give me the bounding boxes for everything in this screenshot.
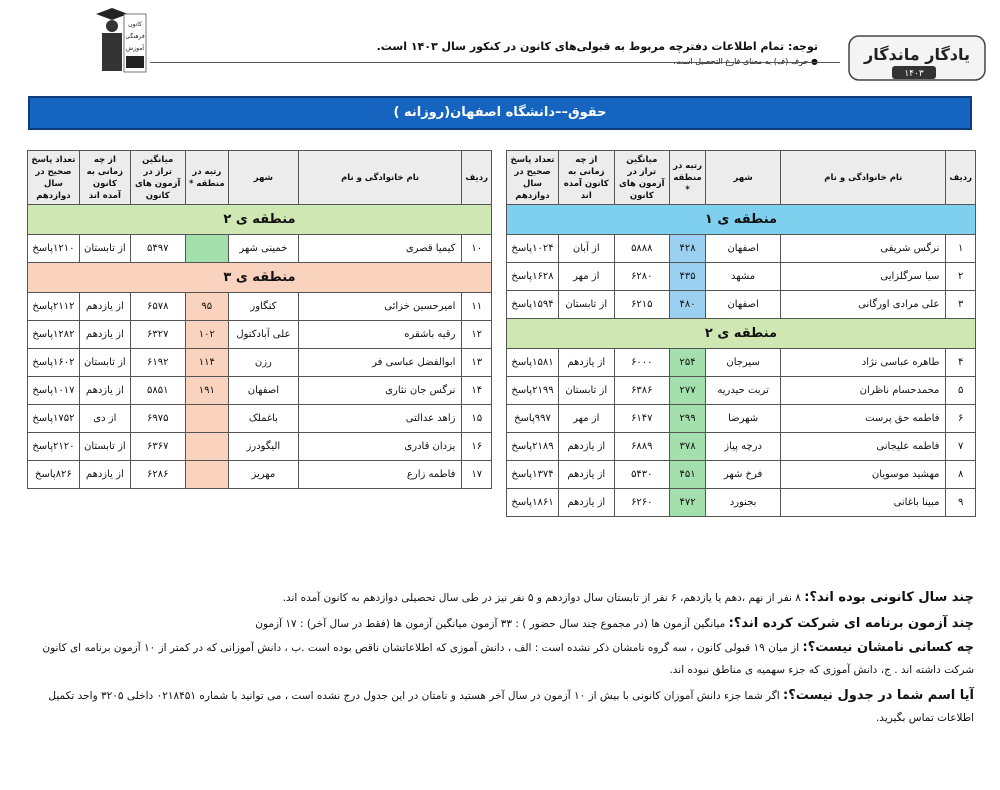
joined-since: از یازدهم [79,321,130,349]
correct-answers: ۹۹۷پاسخ [507,405,559,433]
col-answers: تعداد پاسخ صحیح در سال دوازدهم [507,151,559,205]
student-name: طاهره عباسی نژاد [781,349,946,377]
correct-answers: ۱۶۰۲پاسخ [28,349,80,377]
city: کنگاور [228,293,298,321]
rank: ۴۳۵ [670,263,706,291]
row-number: ۱۴ [462,377,492,405]
student-name: فاطمه حق پرست [781,405,946,433]
city: شهرضا [706,405,781,433]
row-number: ۱۵ [462,405,492,433]
average-score: ۶۳۸۶ [614,377,670,405]
correct-answers: ۲۱۸۹پاسخ [507,433,559,461]
row-number: ۱۰ [462,235,492,263]
rank: ۴۲۸ [670,235,706,263]
table-row [28,321,492,349]
row-number: ۱۶ [462,433,492,461]
col-city: شهر [228,151,298,205]
col-score: میانگین تراز در آزمون های کانون [130,151,185,205]
city: درچه پیاز [706,433,781,461]
row-number: ۶ [946,405,976,433]
average-score: ۶۲۱۵ [614,291,670,319]
col-rank: رتبه در منطقه * [670,151,706,205]
region-row: منطقه ی ۲ [28,205,492,235]
student-name: محمدحسام ناظران [781,377,946,405]
joined-since: از یازدهم [79,377,130,405]
city: اصفهان [706,235,781,263]
average-score: ۵۴۹۷ [130,235,185,263]
joined-since: از مهر [558,263,614,291]
rank: ۴۵۱ [670,461,706,489]
correct-answers: ۲۱۲۰پاسخ [28,433,80,461]
table-row [507,405,976,433]
note-4: آیا اسم شما در جدول نیست؟: اگر شما جزء دانش آموزان کانونی با بیش از ۱۰ آزمون در سال آخر هستید و نامتان در این جدول درج نشده است ، می توانید با شماره ۰۲۱۸۴۵۱ داخلی ۳۲۰۵ واحد تکمیل اطلاعات تماس بگیرید. [48,688,974,724]
joined-since: از دی [79,405,130,433]
svg-text:یادگار ماندگار: یادگار ماندگار [863,45,971,64]
student-name: فاطمه زارع [298,461,462,489]
student-name: امیرحسین خزائی [298,293,462,321]
results-table-left [27,150,492,489]
table-row [28,235,492,263]
joined-since: از تابستان [79,433,130,461]
kanoon-logo [88,6,148,74]
city: علی آبادکتول [228,321,298,349]
city: اصفهان [228,377,298,405]
correct-answers: ۱۵۹۴پاسخ [507,291,559,319]
student-name: مبینا باغانی [781,489,946,517]
col-answers: تعداد پاسخ صحیح در سال دوازدهم [28,151,80,205]
student-name: زاهد عدالتی [298,405,462,433]
joined-since: از آبان [558,235,614,263]
joined-since: از تابستان [558,377,614,405]
correct-answers: ۱۲۱۰پاسخ [28,235,80,263]
correct-answers: ۱۰۲۴پاسخ [507,235,559,263]
average-score: ۶۵۷۸ [130,293,185,321]
joined-since: از یازدهم [79,461,130,489]
notes-section [26,585,974,729]
joined-since: از یازدهم [558,349,614,377]
rank: ۳۷۸ [670,433,706,461]
joined-since: از تابستان [79,235,130,263]
average-score: ۶۱۹۲ [130,349,185,377]
city: بجنورد [706,489,781,517]
average-score: ۶۱۴۷ [614,405,670,433]
city: تربت حیدریه [706,377,781,405]
yadegar-mandegar-logo [847,34,987,84]
results-table-right [506,150,976,517]
rank [185,461,228,489]
city: فرخ شهر [706,461,781,489]
correct-answers: ۱۳۷۴پاسخ [507,461,559,489]
city: اصفهان [706,291,781,319]
average-score: ۵۸۸۸ [614,235,670,263]
correct-answers: ۱۰۱۷پاسخ [28,377,80,405]
student-name: سیا سرگلزایی [781,263,946,291]
joined-since: از یازدهم [558,489,614,517]
average-score: ۶۲۶۰ [614,489,670,517]
average-score: ۵۸۵۱ [130,377,185,405]
region-row: منطقه ی ۳ [28,263,492,293]
rank: ۲۷۷ [670,377,706,405]
student-name: نرگس شریفی [781,235,946,263]
col-city: شهر [706,151,781,205]
svg-text:۱۴۰۳: ۱۴۰۳ [904,69,924,79]
correct-answers: ۸۲۶پاسخ [28,461,80,489]
row-number: ۱۲ [462,321,492,349]
header-divider [150,62,840,63]
col-name: نام خانوادگی و نام [298,151,462,205]
banner-title: حقوق––دانشگاه اصفهان(روزانه ) [28,96,972,130]
rank: ۲۵۴ [670,349,706,377]
table-header [507,151,976,205]
svg-text:فرهنگی: فرهنگی [125,33,145,40]
table-row [28,405,492,433]
col-score: میانگین تراز در آزمون های کانون [614,151,670,205]
student-name: مهشید موسویان [781,461,946,489]
row-number: ۹ [946,489,976,517]
row-number: ۴ [946,349,976,377]
table-row [507,349,976,377]
student-name: فاطمه علیجانی [781,433,946,461]
city: رزن [228,349,298,377]
correct-answers: ۲۱۱۲پاسخ [28,293,80,321]
rank [185,235,228,263]
table-header [28,151,492,205]
note-2: چند آزمون برنامه ای شرکت کرده اند؟: میانگین آزمون ها (در مجموع چند سال حضور ) : ۳۳ آزمون میانگین آزمون ها (فقط در سال آخر) : ۱۷ آزمون [255,616,974,631]
table-row [28,377,492,405]
city: سیرجان [706,349,781,377]
table-row [507,489,976,517]
student-name: علی مرادی اورگانی [781,291,946,319]
notice-text: توجه: تمام اطلاعات دفترچه مربوط به قبولی‌های کانون در کنکور سال ۱۴۰۳ است. [376,40,818,53]
table-row [28,433,492,461]
correct-answers: ۱۲۸۲پاسخ [28,321,80,349]
average-score: ۶۹۷۵ [130,405,185,433]
rank: ۱۱۴ [185,349,228,377]
correct-answers: ۱۷۵۲پاسخ [28,405,80,433]
table-row [507,235,976,263]
correct-answers: ۱۸۶۱پاسخ [507,489,559,517]
col-rank: رتبه در منطقه * [185,151,228,205]
student-name: یزدان قادری [298,433,462,461]
col-row: ردیف [946,151,976,205]
average-score: ۵۴۳۰ [614,461,670,489]
city: مهریز [228,461,298,489]
svg-text:آموزش: آموزش [125,45,145,52]
city: باغملک [228,405,298,433]
rank: ۲۹۹ [670,405,706,433]
joined-since: از یازدهم [558,433,614,461]
row-number: ۱۱ [462,293,492,321]
table-row [507,461,976,489]
average-score: ۶۳۶۷ [130,433,185,461]
student-name: کیمیا قصری [298,235,462,263]
note-3: چه کسانی نامشان نیست؟: از میان ۱۹ قبولی کانون ، سه گروه نامشان ذکر نشده است : الف ، دانش آموزی که اطلاعاتشان ناقص بوده است .ب ، دانش آموزانی که در کمتر از ۱۰ آزمون برنامه ای کانون شرکت داشته اند . ج، دانش آموزی که جزء سهمیه ی مناطق نبوده اند. [42,640,974,676]
note-1: چند سال کانونی بوده اند؟: ۸ نفر از نهم ،دهم یا یازدهم، ۶ نفر از تابستان سال دوازدهم و ۵ نفر نیز در طی سال تحصیلی دوازدهم به کانون آمده اند. [282,590,974,605]
average-score: ۶۸۸۹ [614,433,670,461]
row-number: ۷ [946,433,976,461]
row-number: ۸ [946,461,976,489]
table-row [507,433,976,461]
student-name: رقیه باشقره [298,321,462,349]
table-row [28,349,492,377]
joined-since: از تابستان [558,291,614,319]
rank: ۱۹۱ [185,377,228,405]
table-row [507,291,976,319]
col-row: ردیف [462,151,492,205]
col-name: نام خانوادگی و نام [781,151,946,205]
correct-answers: ۱۵۸۱پاسخ [507,349,559,377]
rank [185,433,228,461]
city: خمینی شهر [228,235,298,263]
col-since: از چه زمانی به کانون آمده اند [558,151,614,205]
table-row [507,263,976,291]
city: مشهد [706,263,781,291]
region-row: منطقه ی ۲ [507,319,976,349]
row-number: ۱۳ [462,349,492,377]
rank: ۹۵ [185,293,228,321]
rank: ۴۸۰ [670,291,706,319]
row-number: ۵ [946,377,976,405]
joined-since: از یازدهم [558,461,614,489]
row-number: ۱ [946,235,976,263]
region-row: منطقه ی ۱ [507,205,976,235]
table-row [28,293,492,321]
correct-answers: ۲۱۹۹پاسخ [507,377,559,405]
average-score: ۶۰۰۰ [614,349,670,377]
average-score: ۶۲۸۶ [130,461,185,489]
row-number: ۲ [946,263,976,291]
student-name: ابوالفضل عباسی فر [298,349,462,377]
table-row [28,461,492,489]
rank: ۱۰۲ [185,321,228,349]
average-score: ۶۳۲۷ [130,321,185,349]
svg-text:کانون: کانون [128,21,142,28]
average-score: ۶۲۸۰ [614,263,670,291]
city: الیگودرز [228,433,298,461]
row-number: ۳ [946,291,976,319]
student-name: نرگس جان نثاری [298,377,462,405]
rank [185,405,228,433]
correct-answers: ۱۶۲۸پاسخ [507,263,559,291]
joined-since: از مهر [558,405,614,433]
table-row [507,377,976,405]
row-number: ۱۷ [462,461,492,489]
col-since: از چه زمانی به کانون آمده اند [79,151,130,205]
rank: ۴۷۲ [670,489,706,517]
notice-sub: ● حرف (ف) به معنای فارغ التحصیل است. [673,57,818,66]
joined-since: از یازدهم [79,293,130,321]
joined-since: از تابستان [79,349,130,377]
